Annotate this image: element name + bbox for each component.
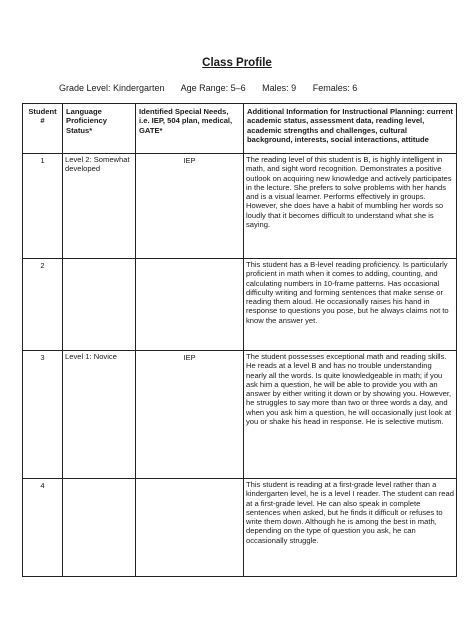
student-number-cell: 3	[23, 351, 63, 479]
header-additional-info: Additional Information for Instructional Planning: current academic status, assessment data, reading level, academic strengths and challenges, cultural background, interests, social interactions, attitude	[244, 104, 457, 154]
special-needs-cell: IEP	[136, 154, 244, 259]
additional-info-cell: This student is reading at a first-grade level rather than a kindergarten level, he is a level I reader. The student can read at a first-grade level. He can also speak in complete sentences when asked, but he finds it difficult or refuses to write them down. Although he is among the best in math, depending on the type of question you ask, he can occasionally struggle.	[244, 479, 457, 577]
language-cell: Level 2: Somewhat developed	[63, 154, 136, 259]
additional-info-cell: The student possesses exceptional math and reading skills. He reads at a level B and has no trouble understanding nearly all the words. Is quite knowledgeable in math; if you ask him a question, he will be able to provide you with an answer by either writing it down or by showing you. However, he struggles to say more than two or three words a day, and when you ask him a question, he will occasionally just look at you or shake his head in response. He is selective mutism.	[244, 351, 457, 479]
table-row	[23, 351, 457, 479]
language-cell	[63, 479, 136, 577]
class-summary	[59, 83, 371, 93]
student-number-cell: 1	[23, 154, 63, 259]
header-language-proficiency: Language Proficiency Status*	[63, 104, 136, 154]
student-number-cell: 2	[23, 259, 63, 351]
age-range: Age Range: 5–6	[180, 83, 246, 93]
females-count: Females: 6	[312, 83, 358, 93]
additional-info-cell: This student has a B-level reading proficiency. Is particularly proficient in math when it comes to adding, counting, and calculating numbers in 10-frame patterns. Has occasional difficulty writing and forming sentences that make sense or reading them aloud. He occasionally raises his hand in response to questions you pose, but he always claims not to know the answer yet.	[244, 259, 457, 351]
males-count: Males: 9	[262, 83, 297, 93]
table-row	[23, 479, 457, 577]
special-needs-cell	[136, 479, 244, 577]
language-cell	[63, 259, 136, 351]
table-header-row	[23, 104, 457, 154]
special-needs-cell: IEP	[136, 351, 244, 479]
additional-info-cell: The reading level of this student is B, is highly intelligent in math, and sight word recognition. Demonstrates a positive outlook on acquiring new knowledge and actively participates in the lecture. She prefers to solve problems with her hands and is a visual learner. Performs effectively in groups. However, she does have a habit of mumbling her words so loudly that it becomes difficult to understand what she is saying.	[244, 154, 457, 259]
special-needs-cell	[136, 259, 244, 351]
table-row	[23, 154, 457, 259]
header-special-needs: Identified Special Needs, i.e. IEP, 504 plan, medical, GATE*	[136, 104, 244, 154]
class-profile-table	[22, 103, 457, 577]
student-number-cell: 4	[23, 479, 63, 577]
page-title: Class Profile	[202, 57, 272, 69]
language-cell: Level 1: Novice	[63, 351, 136, 479]
header-student-number: Student #	[23, 104, 63, 154]
table-row	[23, 259, 457, 351]
grade-level: Grade Level: Kindergarten	[59, 83, 165, 93]
